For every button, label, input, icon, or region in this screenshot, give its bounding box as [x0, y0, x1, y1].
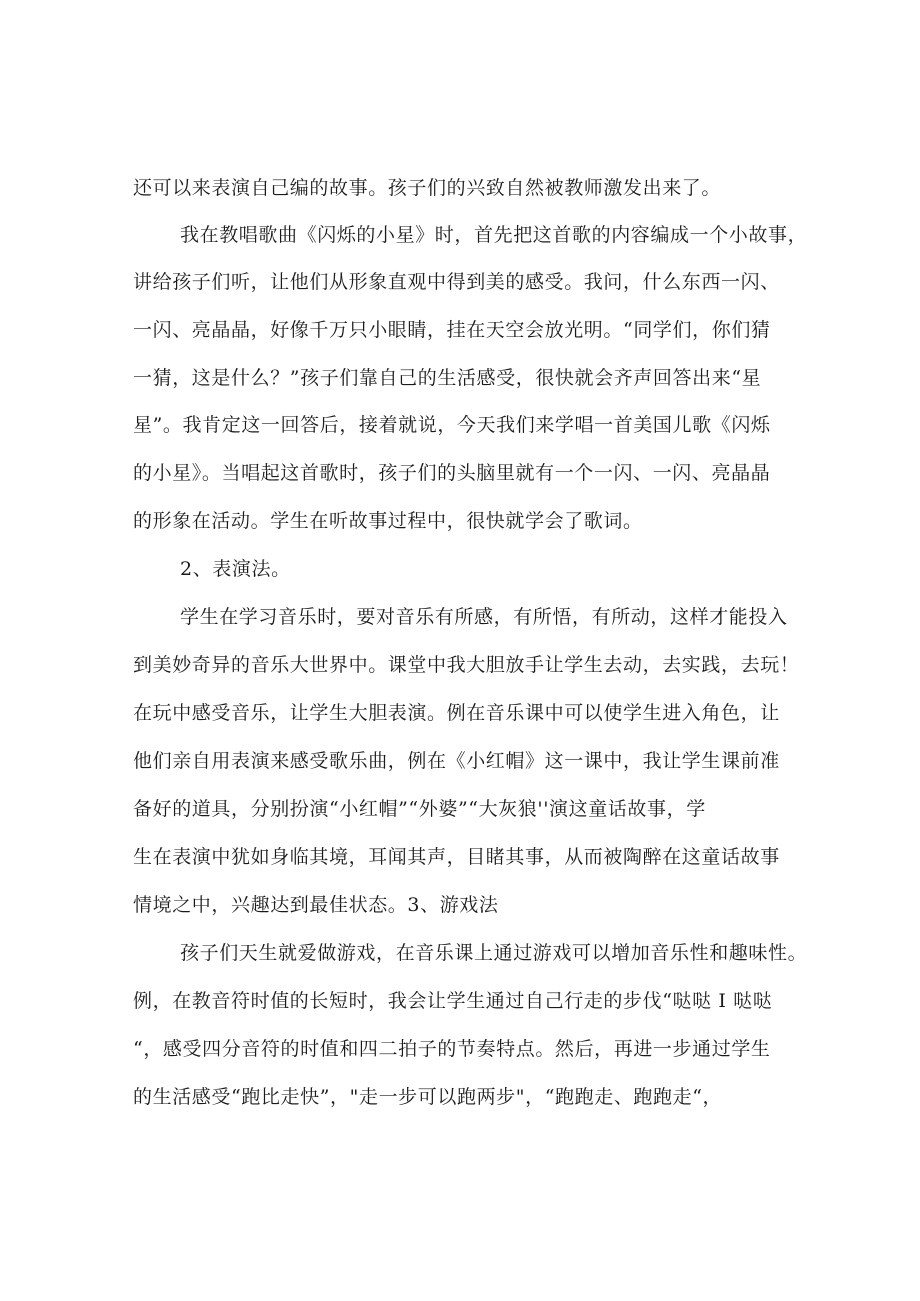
text-line-14: 备好的道具，分别扮演“小红帽”“外婆”“大灰狼''演这童话故事，学: [133, 798, 706, 820]
text-line-18: 例，在教音符时值的长短时，我会让学生通过自己行走的步伐“哒哒 I 哒哒: [133, 990, 773, 1012]
text-line-16: 情境之中，兴趣达到最佳状态。3、游戏法: [133, 894, 499, 916]
section-heading-performance: 2、表演法。: [180, 558, 291, 580]
text-line-12: 在玩中感受音乐，让学生大胆表演。例在音乐课中可以使学生进入角色，让: [133, 702, 780, 724]
text-line-19: “，感受四分音符的时值和四二拍子的节奏特点。然后，再进一步通过学生: [133, 1038, 771, 1060]
text-line-13: 他们亲自用表演来感受歌乐曲，例在《小红帽》这一课中，我让学生课前准: [133, 750, 780, 772]
text-line-1: 还可以来表演自己编的故事。孩子们的兴致自然被教师激发出来了。: [133, 177, 722, 199]
text-line-10: 学生在学习音乐时，要对音乐有所感，有所悟，有所动，这样才能投入: [180, 606, 788, 628]
text-line-6: 星”。我肯定这一回答后，接着就说，今天我们来学唱一首美国儿歌《闪烁: [133, 414, 771, 436]
text-line-17: 孩子们天生就爱做游戏，在音乐课上通过游戏可以增加音乐性和趣味性。: [180, 942, 808, 964]
text-line-15: 生在表演中犹如身临其境，耳闻其声，目睹其事，从而被陶醉在这童话故事: [133, 846, 780, 868]
text-line-2: 我在教唱歌曲《闪烁的小星》时，首先把这首歌的内容编成一个小故事，: [180, 224, 808, 246]
text-line-3: 讲给孩子们听，让他们从形象直观中得到美的感受。我问，什么东西一闪、: [133, 271, 780, 293]
text-line-4: 一闪、亮晶晶，好像千万只小眼睛，挂在天空会放光明。“同学们，你们猜: [133, 319, 771, 341]
text-line-8: 的形象在活动。学生在听故事过程中，很快就学会了歌词。: [133, 510, 643, 532]
text-line-20: 的生活感受“跑比走快”，"走一步可以跑两步"，“跑跑走、跑跑走“，: [133, 1086, 723, 1108]
text-line-7: 的小星》。当唱起这首歌时，孩子们的头脑里就有一个一闪、一闪、亮晶晶: [133, 462, 771, 484]
text-line-5: 一猜，这是什么？”孩子们靠自己的生活感受，很快就会齐声回答出来“星: [133, 367, 762, 389]
text-line-11: 到美妙奇异的音乐大世界中。课堂中我大胆放手让学生去动，去实践，去玩！: [133, 654, 800, 676]
